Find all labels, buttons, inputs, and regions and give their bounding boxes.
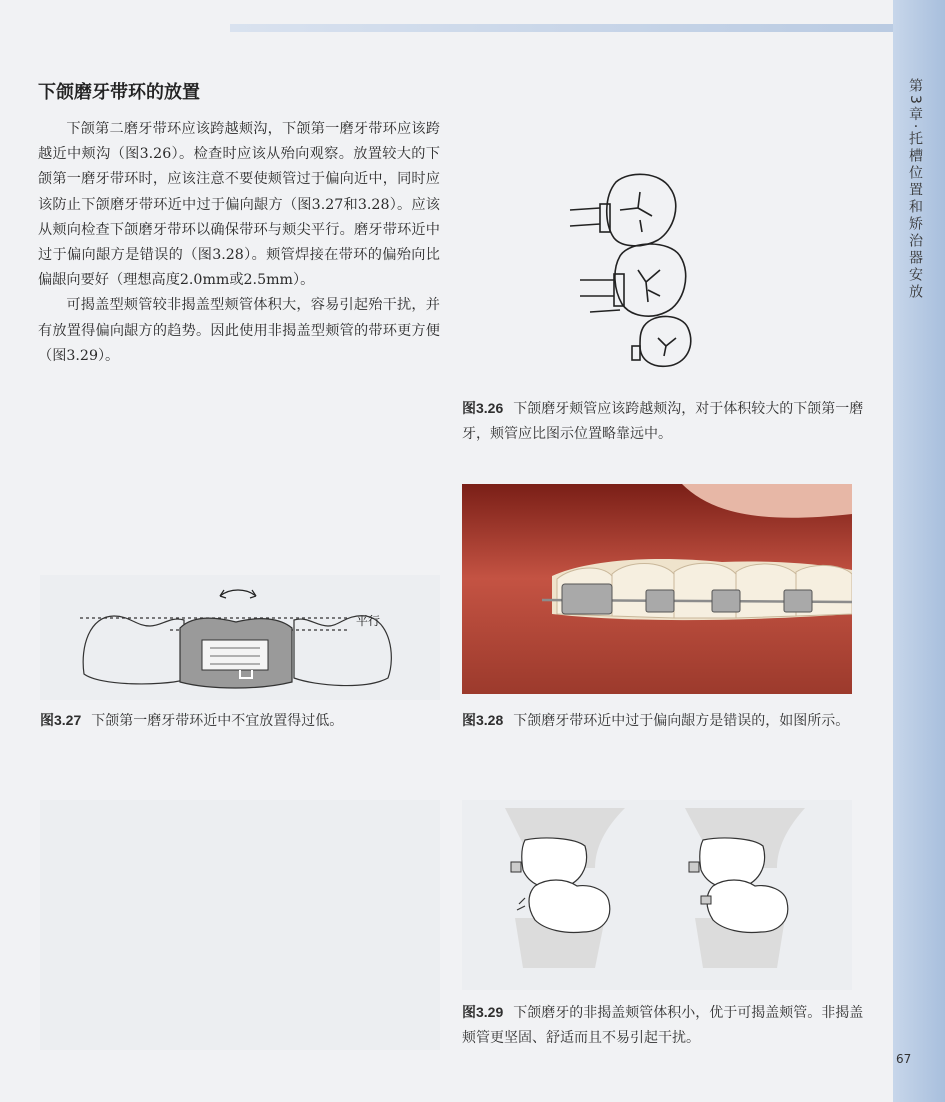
buccal-tube-comparison-illustration [495, 808, 835, 978]
figure-3-29-drawing [495, 808, 835, 978]
page-number: 67 [896, 1052, 912, 1066]
figure-3-29-label: 图3.29 [462, 1004, 504, 1020]
figure-3-29-text: 下颌磨牙的非揭盖颊管体积小，优于可揭盖颊管。非揭盖颊管更坚固、舒适而且不易引起干扰。 [462, 1005, 864, 1046]
figure-3-27-label: 图3.27 [40, 712, 82, 728]
figure-3-26-label: 图3.26 [462, 400, 504, 416]
molar-occlusal-illustration [560, 170, 710, 370]
figure-3-27-text: 下颌第一磨牙带环近中不宜放置得过低。 [91, 713, 344, 729]
figure-3-27-caption [40, 708, 440, 734]
top-decorative-rule [230, 24, 945, 32]
figure-3-26-caption [462, 396, 872, 447]
paragraph-2: 可揭盖型颊管较非揭盖型颊管体积大，容易引起殆干扰，并有放置得偏向龈方的趋势。因此使用非揭盖型颊管的带环更方便（图3.29）。 [38, 297, 440, 364]
figure-3-28-caption [462, 708, 872, 734]
figure-3-28-photo [462, 484, 852, 694]
parallel-annotation: 平行 [356, 614, 381, 628]
paragraph-1: 下颌第二磨牙带环应该跨越颊沟，下颌第一磨牙带环应该跨越近中颊沟（图3.26）。检查时应该从殆向观察。放置较大的下颌第一磨牙带环时，应该注意不要使颊管过于偏向近中，同时应该防止下颌磨牙带环近中过于偏向龈方（图3.27和3.28）。应该从颊向检查下颌磨牙带环以确保带环与颊尖平行。磨牙带环近中过于偏向龈方是错误的（图3.28）。颊管焊接在带环的偏殆向比偏龈向要好（理想高度2.0mm或2.5mm）。 [38, 121, 440, 289]
section-title: 下颌磨牙带环的放置 [38, 82, 200, 103]
body-text [38, 117, 440, 369]
blank-panel [40, 800, 440, 1050]
figure-3-26-text: 下颌磨牙颊管应该跨越颊沟，对于体积较大的下颌第一磨牙，颊管应比图示位置略靠远中。 [462, 401, 864, 442]
figure-3-28-text: 下颌磨牙带环近中过于偏向龈方是错误的，如图所示。 [513, 713, 850, 729]
chapter-tab: 第3章·托槽位置和矫治器安放 [907, 78, 923, 302]
figure-3-26-drawing [560, 170, 710, 370]
molar-band-buccal-illustration [80, 586, 420, 696]
intraoral-photo-illustration [462, 484, 852, 694]
figure-3-28-label: 图3.28 [462, 712, 504, 728]
figure-3-27-drawing [80, 586, 420, 696]
figure-3-29-caption [462, 1000, 872, 1051]
